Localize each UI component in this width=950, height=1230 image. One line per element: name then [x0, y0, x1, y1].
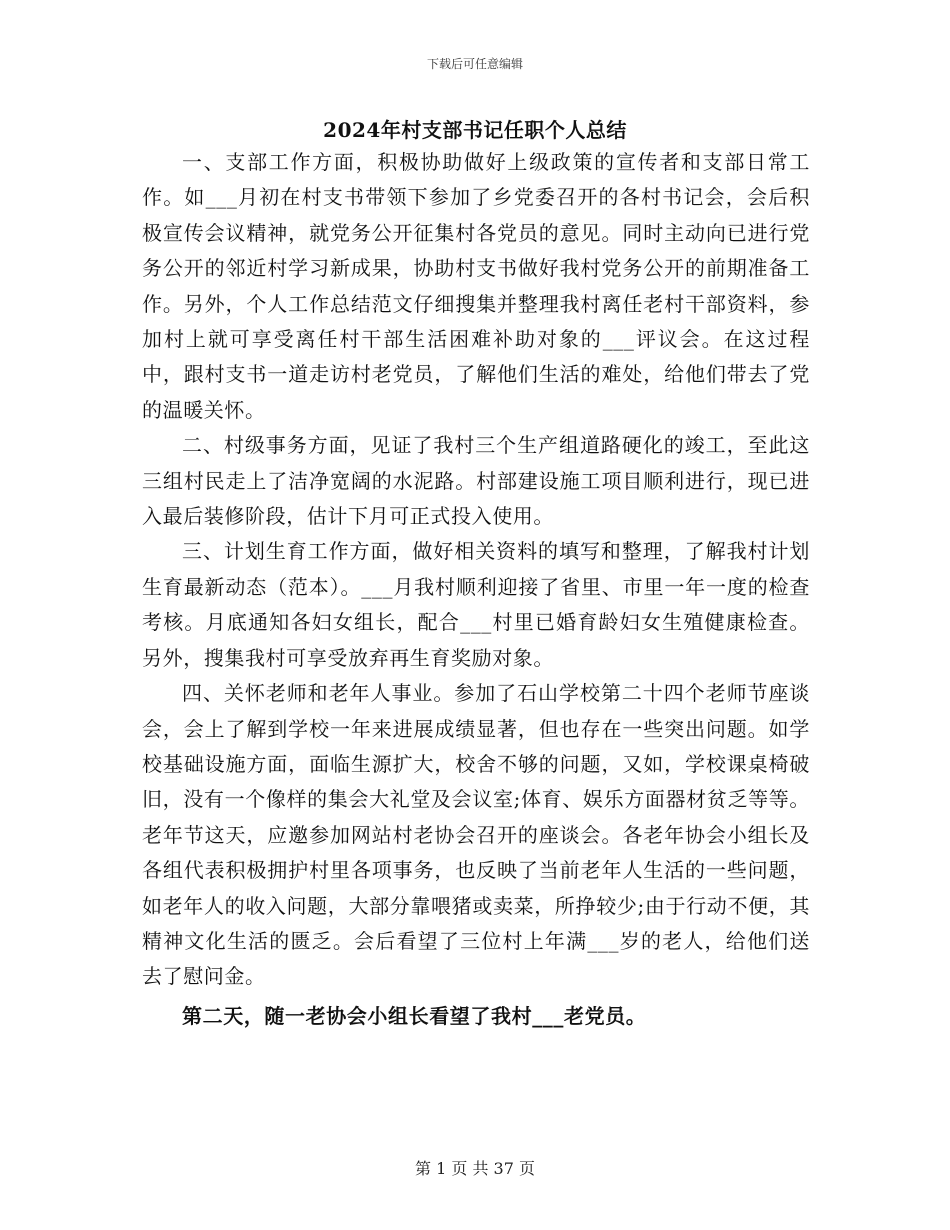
paragraph-5: 第二天，随一老协会小组长看望了我村___老党员。: [182, 1003, 647, 1028]
page-number: 第 1 页 共 37 页: [415, 1159, 535, 1178]
document-body: [142, 145, 810, 1034]
document-title: 2024年村支部书记任职个人总结: [323, 118, 627, 142]
paragraph-2: 二、村级事务方面，见证了我村三个生产组道路硬化的竣工，至此这三组村民走上了洁净宽阔的水泥路。村部建设施工项目顺利进行，现已进入最后装修阶段，估计下月可正式投入使用。: [142, 433, 810, 529]
header-note: 下载后可任意编辑: [426, 57, 523, 71]
paragraph-1: 一、支部工作方面，积极协助做好上级政策的宣传者和支部日常工作。如___月初在村支书带领下参加了乡党委召开的各村书记会，会后积极宣传会议精神，就党务公开征集村各党员的意见。同时主动向已进行党务公开的邻近村学习新成果，协助村支书做好我村党务公开的前期准备工作。另外，个人工作总结范文仔细搜集并整理我村离任老村干部资料，参加村上就可享受离任村干部生活困难补助对象的___评议会。在这过程中，跟村支书一道走访村老党员，了解他们生活的难处，给他们带去了党的温暖关怀。: [142, 150, 810, 422]
paragraph-3: 三、计划生育工作方面，做好相关资料的填写和整理，了解我村计划生育最新动态（范本）。___月我村顺利迎接了省里、市里一年一度的检查考核。月底通知各妇女组长，配合___村里已婚育龄妇女生殖健康检查。另外，搜集我村可享受放弃再生育奖励对象。: [142, 539, 810, 670]
paragraph-4: 四、关怀老师和老年人事业。参加了石山学校第二十四个老师节座谈会，会上了解到学校一年来进展成绩显著，但也存在一些突出问题。如学校基础设施方面，面临生源扩大，校舍不够的问题，又如，学校课桌椅破旧，没有一个像样的集会大礼堂及会议室;体育、娱乐方面器材贫乏等等。老年节这天，应邀参加网站村老协会召开的座谈会。各老年协会小组长及各组代表积极拥护村里各项事务，也反映了当前老年人生活的一些问题，如老年人的收入问题，大部分靠喂猪或卖菜，所挣较少;由于行动不便，其精神文化生活的匮乏。会后看望了三位村上年满___岁的老人，给他们送去了慰问金。: [142, 681, 810, 989]
